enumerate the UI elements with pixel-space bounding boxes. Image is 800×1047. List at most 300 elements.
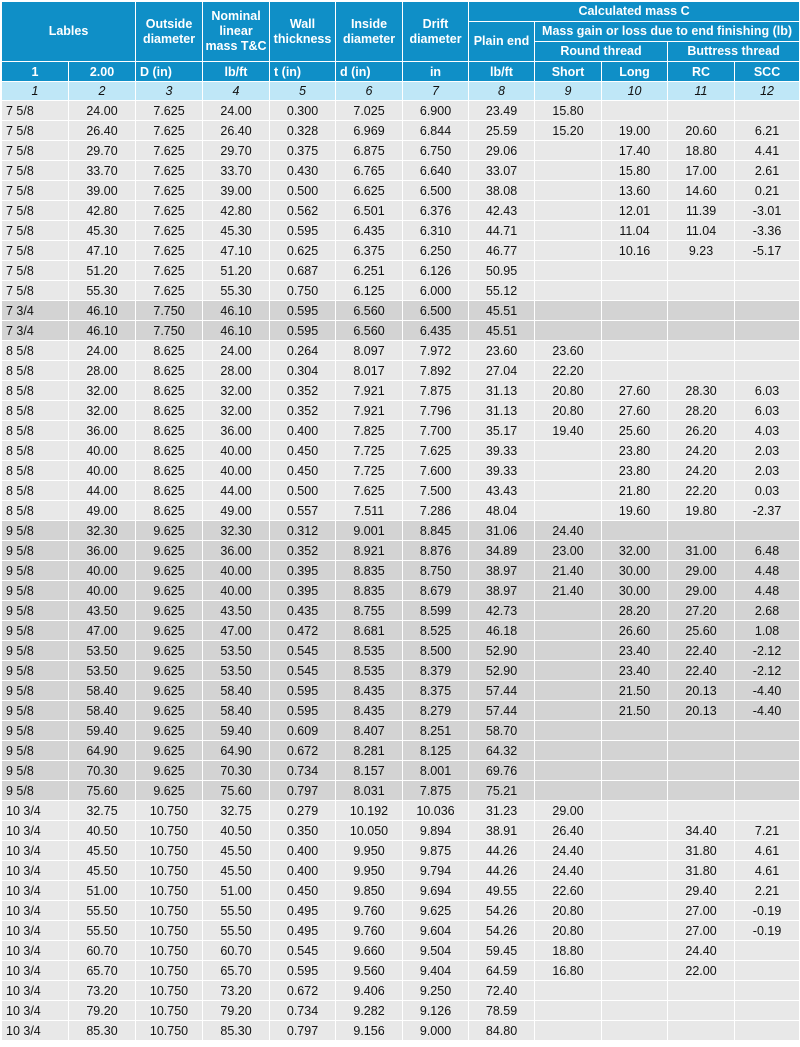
table-cell: 36.00 [69, 541, 136, 561]
table-cell: 8.031 [336, 781, 403, 801]
table-cell: 78.59 [469, 1001, 535, 1021]
table-cell: 36.00 [203, 541, 270, 561]
table-cell: 45.50 [203, 861, 270, 881]
table-cell: 9.23 [668, 241, 735, 261]
table-cell [535, 201, 602, 221]
table-cell [668, 301, 735, 321]
table-cell: 69.76 [469, 761, 535, 781]
table-cell: 84.80 [469, 1021, 535, 1041]
table-cell: 8.407 [336, 721, 403, 741]
table-cell: 23.00 [535, 541, 602, 561]
table-cell [535, 981, 602, 1001]
table-cell: 0.350 [270, 821, 336, 841]
table-cell: 9.875 [403, 841, 469, 861]
table-cell: 32.00 [203, 381, 270, 401]
table-cell: 26.40 [203, 121, 270, 141]
table-cell: 15.80 [535, 101, 602, 121]
table-cell: 25.60 [602, 421, 668, 441]
table-cell: 38.91 [469, 821, 535, 841]
table-cell: 8 5/8 [2, 381, 69, 401]
table-cell: 4.61 [735, 841, 800, 861]
table-cell [602, 981, 668, 1001]
table-row [2, 801, 800, 821]
table-cell: 9.250 [403, 981, 469, 1001]
table-cell: 75.60 [69, 781, 136, 801]
table-cell: 40.00 [203, 581, 270, 601]
table-cell: 10 3/4 [2, 981, 69, 1001]
table-cell: 8.375 [403, 681, 469, 701]
table-cell: 38.97 [469, 581, 535, 601]
table-cell: 7 5/8 [2, 261, 69, 281]
table-cell: 31.80 [668, 841, 735, 861]
table-cell: 7 5/8 [2, 241, 69, 261]
table-cell: 8.500 [403, 641, 469, 661]
table-cell: 10 3/4 [2, 801, 69, 821]
table-cell: 24.20 [668, 461, 735, 481]
table-cell [668, 741, 735, 761]
table-cell: 0.21 [735, 181, 800, 201]
table-cell: 10.750 [136, 921, 203, 941]
table-cell: 10.192 [336, 801, 403, 821]
table-cell: 79.20 [69, 1001, 136, 1021]
table-cell: 7.625 [136, 181, 203, 201]
table-cell: 59.45 [469, 941, 535, 961]
table-cell: 24.40 [535, 521, 602, 541]
table-cell: 38.08 [469, 181, 535, 201]
table-cell: 47.00 [69, 621, 136, 641]
table-row [2, 601, 800, 621]
table-cell: 0.609 [270, 721, 336, 741]
table-cell: 44.71 [469, 221, 535, 241]
table-cell [535, 721, 602, 741]
table-cell [602, 1001, 668, 1021]
header-calculated-mass: Calculated mass C [469, 2, 800, 22]
table-cell: 0.400 [270, 421, 336, 441]
table-cell: 21.80 [602, 481, 668, 501]
table-cell: 10.16 [602, 241, 668, 261]
table-cell: 6.969 [336, 121, 403, 141]
table-cell: 8.835 [336, 581, 403, 601]
table-cell: 0.03 [735, 481, 800, 501]
unit-7: in [403, 62, 469, 82]
table-cell [602, 741, 668, 761]
table-cell: 0.672 [270, 741, 336, 761]
table-cell: 55.50 [69, 921, 136, 941]
col-index: 8 [469, 82, 535, 101]
table-cell [535, 641, 602, 661]
table-cell: 38.97 [469, 561, 535, 581]
table-cell: 8 5/8 [2, 461, 69, 481]
table-row [2, 1001, 800, 1021]
table-cell: 64.90 [69, 741, 136, 761]
table-cell: 7.725 [336, 441, 403, 461]
table-cell: 57.44 [469, 681, 535, 701]
header-wall-thickness: Wall thickness [270, 2, 336, 62]
table-cell: 9 5/8 [2, 641, 69, 661]
table-cell: 9.404 [403, 961, 469, 981]
table-cell: 43.50 [69, 601, 136, 621]
table-cell [535, 501, 602, 521]
table-cell [602, 861, 668, 881]
table-cell: 53.50 [69, 641, 136, 661]
table-cell: 21.40 [535, 561, 602, 581]
table-cell: 85.30 [69, 1021, 136, 1041]
table-cell: 8.750 [403, 561, 469, 581]
table-cell: 8.281 [336, 741, 403, 761]
table-cell: 55.50 [203, 921, 270, 941]
table-row [2, 981, 800, 1001]
table-cell: 0.500 [270, 481, 336, 501]
table-body [2, 101, 800, 1041]
table-cell: 10.750 [136, 801, 203, 821]
table-cell: 27.60 [602, 401, 668, 421]
col-index: 1 [2, 82, 69, 101]
table-cell: 6.03 [735, 401, 800, 421]
table-cell: 6.640 [403, 161, 469, 181]
table-cell [535, 441, 602, 461]
table-cell: 8.625 [136, 441, 203, 461]
table-cell [602, 721, 668, 741]
table-cell [735, 1001, 800, 1021]
table-cell: 0.545 [270, 941, 336, 961]
table-cell: 9.625 [136, 581, 203, 601]
table-cell: 6.376 [403, 201, 469, 221]
table-cell: 65.70 [69, 961, 136, 981]
table-cell [668, 1021, 735, 1041]
table-cell: 7 3/4 [2, 301, 69, 321]
header-mass-gain-loss: Mass gain or loss due to end finishing (lb) [535, 22, 800, 42]
table-cell: 70.30 [69, 761, 136, 781]
table-cell: 36.00 [203, 421, 270, 441]
table-cell [602, 301, 668, 321]
table-cell: 7.21 [735, 821, 800, 841]
table-cell: 14.60 [668, 181, 735, 201]
table-cell: 0.328 [270, 121, 336, 141]
table-cell: 49.00 [203, 501, 270, 521]
table-cell: 39.00 [69, 181, 136, 201]
table-cell: 27.00 [668, 921, 735, 941]
table-cell: 45.50 [69, 861, 136, 881]
table-cell: 40.00 [69, 581, 136, 601]
table-row [2, 741, 800, 761]
table-cell [668, 521, 735, 541]
table-cell: 0.687 [270, 261, 336, 281]
table-cell: 7 3/4 [2, 321, 69, 341]
table-cell: 46.10 [203, 301, 270, 321]
table-cell [602, 921, 668, 941]
table-cell: 6.03 [735, 381, 800, 401]
table-cell: 53.50 [203, 641, 270, 661]
table-cell: 0.400 [270, 861, 336, 881]
table-cell: 39.33 [469, 461, 535, 481]
table-cell [535, 161, 602, 181]
table-cell: 73.20 [69, 981, 136, 1001]
table-cell: 42.80 [203, 201, 270, 221]
table-cell: 25.60 [668, 621, 735, 641]
table-cell: 4.48 [735, 561, 800, 581]
header-plain-end: Plain end [469, 22, 535, 62]
table-cell: 42.73 [469, 601, 535, 621]
table-cell [735, 301, 800, 321]
table-cell: 54.26 [469, 921, 535, 941]
table-cell: 7.600 [403, 461, 469, 481]
table-cell: 8.017 [336, 361, 403, 381]
table-cell: 0.734 [270, 1001, 336, 1021]
table-cell [735, 321, 800, 341]
table-row [2, 961, 800, 981]
table-cell: 9.794 [403, 861, 469, 881]
table-row [2, 181, 800, 201]
table-cell: 8.755 [336, 601, 403, 621]
table-cell [535, 781, 602, 801]
table-cell: 8.625 [136, 381, 203, 401]
table-cell [602, 321, 668, 341]
table-cell: 29.00 [668, 561, 735, 581]
table-cell: 0.595 [270, 701, 336, 721]
table-cell: 0.495 [270, 921, 336, 941]
table-cell: 8.435 [336, 701, 403, 721]
table-cell: 8.097 [336, 341, 403, 361]
table-cell: 2.68 [735, 601, 800, 621]
table-cell: 23.80 [602, 441, 668, 461]
table-cell: 7 5/8 [2, 101, 69, 121]
table-cell [535, 701, 602, 721]
table-cell: 9 5/8 [2, 681, 69, 701]
casing-data-table [1, 1, 800, 1041]
table-cell: 0.672 [270, 981, 336, 1001]
table-cell: 12.01 [602, 201, 668, 221]
table-cell: 45.51 [469, 321, 535, 341]
table-cell: 7.286 [403, 501, 469, 521]
table-cell: 9.625 [136, 701, 203, 721]
table-row [2, 1021, 800, 1041]
table-cell: 59.40 [69, 721, 136, 741]
table-cell: 43.50 [203, 601, 270, 621]
table-cell: 20.80 [535, 901, 602, 921]
table-cell: -3.01 [735, 201, 800, 221]
table-cell: 8 5/8 [2, 401, 69, 421]
table-cell: 4.48 [735, 581, 800, 601]
table-cell: 8.599 [403, 601, 469, 621]
table-cell: 39.33 [469, 441, 535, 461]
table-cell: 22.00 [668, 961, 735, 981]
table-cell: 8.625 [136, 401, 203, 421]
col-index: 6 [336, 82, 403, 101]
table-cell: 30.00 [602, 581, 668, 601]
table-cell: 10.750 [136, 821, 203, 841]
table-row [2, 441, 800, 461]
table-cell: 46.77 [469, 241, 535, 261]
table-cell: 32.30 [69, 521, 136, 541]
table-cell: 59.40 [203, 721, 270, 741]
table-cell: 7 5/8 [2, 141, 69, 161]
unit-4: lb/ft [203, 62, 270, 82]
table-cell: 9.894 [403, 821, 469, 841]
table-cell: 10 3/4 [2, 841, 69, 861]
table-cell: 32.00 [203, 401, 270, 421]
table-cell: 44.26 [469, 861, 535, 881]
table-cell: 8.625 [136, 481, 203, 501]
table-cell: -4.40 [735, 681, 800, 701]
table-row [2, 121, 800, 141]
table-cell: 20.80 [535, 401, 602, 421]
table-cell: 31.23 [469, 801, 535, 821]
table-cell: 6.21 [735, 121, 800, 141]
table-cell: 60.70 [203, 941, 270, 961]
table-cell: 6.875 [336, 141, 403, 161]
table-cell [735, 981, 800, 1001]
table-row [2, 661, 800, 681]
table-cell [735, 101, 800, 121]
table-cell: 7 5/8 [2, 221, 69, 241]
table-cell: 20.80 [535, 921, 602, 941]
table-cell: 28.20 [602, 601, 668, 621]
table-cell: 49.55 [469, 881, 535, 901]
table-cell: 8.625 [136, 421, 203, 441]
table-cell: 0.304 [270, 361, 336, 381]
table-cell [535, 601, 602, 621]
table-cell: 9 5/8 [2, 561, 69, 581]
table-cell: 8.125 [403, 741, 469, 761]
table-cell: 9.625 [403, 901, 469, 921]
col-index: 10 [602, 82, 668, 101]
table-cell: 10.750 [136, 1001, 203, 1021]
table-cell: 32.00 [69, 381, 136, 401]
table-cell: 10 3/4 [2, 941, 69, 961]
table-row [2, 321, 800, 341]
table-cell [535, 181, 602, 201]
table-cell: 46.10 [203, 321, 270, 341]
table-row [2, 561, 800, 581]
table-cell: 32.00 [602, 541, 668, 561]
table-cell: 15.80 [602, 161, 668, 181]
table-cell: 10.750 [136, 1021, 203, 1041]
table-cell: 60.70 [69, 941, 136, 961]
table-cell: 28.20 [668, 401, 735, 421]
table-cell: 8.435 [336, 681, 403, 701]
table-row [2, 361, 800, 381]
table-cell: 73.20 [203, 981, 270, 1001]
table-cell: 23.40 [602, 661, 668, 681]
table-cell: 8.625 [136, 341, 203, 361]
table-row [2, 761, 800, 781]
table-cell: 75.21 [469, 781, 535, 801]
table-cell: 8.379 [403, 661, 469, 681]
table-cell: 18.80 [535, 941, 602, 961]
table-cell: 32.75 [69, 801, 136, 821]
table-cell: 7.625 [403, 441, 469, 461]
table-cell [735, 521, 800, 541]
table-cell [535, 461, 602, 481]
table-cell: 10 3/4 [2, 861, 69, 881]
table-cell: 7.625 [136, 281, 203, 301]
table-cell: 45.50 [203, 841, 270, 861]
table-cell [535, 301, 602, 321]
table-cell: 9.760 [336, 921, 403, 941]
table-cell: 7.625 [136, 161, 203, 181]
table-cell: 40.00 [203, 441, 270, 461]
table-cell: 24.00 [69, 101, 136, 121]
table-cell: 75.60 [203, 781, 270, 801]
table-row [2, 781, 800, 801]
table-cell: 8.525 [403, 621, 469, 641]
table-cell [535, 241, 602, 261]
table-cell: 0.375 [270, 141, 336, 161]
table-cell: 9 5/8 [2, 581, 69, 601]
table-cell [602, 281, 668, 301]
table-cell: 1.08 [735, 621, 800, 641]
col-index: 3 [136, 82, 203, 101]
table-cell: 9.694 [403, 881, 469, 901]
table-cell: 9 5/8 [2, 741, 69, 761]
table-cell: 6.560 [336, 301, 403, 321]
table-cell: 7 5/8 [2, 161, 69, 181]
col-index: 7 [403, 82, 469, 101]
table-cell: 8.157 [336, 761, 403, 781]
table-cell: 31.00 [668, 541, 735, 561]
table-cell: 8.625 [136, 501, 203, 521]
table-cell: 65.70 [203, 961, 270, 981]
table-cell: 13.60 [602, 181, 668, 201]
table-cell [735, 741, 800, 761]
table-cell: 8.279 [403, 701, 469, 721]
table-cell: 7.625 [336, 481, 403, 501]
table-row [2, 401, 800, 421]
table-cell: 7.625 [136, 261, 203, 281]
table-row [2, 621, 800, 641]
table-cell: 9.625 [136, 541, 203, 561]
table-cell: 51.00 [69, 881, 136, 901]
table-cell: 7.511 [336, 501, 403, 521]
table-cell: 6.560 [336, 321, 403, 341]
table-cell: 31.06 [469, 521, 535, 541]
table-cell: 55.50 [203, 901, 270, 921]
table-cell: 19.80 [668, 501, 735, 521]
table-cell: 32.00 [69, 401, 136, 421]
table-cell: 79.20 [203, 1001, 270, 1021]
table-row [2, 701, 800, 721]
table-cell: 8.835 [336, 561, 403, 581]
table-cell: 19.60 [602, 501, 668, 521]
table-cell: 0.797 [270, 781, 336, 801]
table-cell: 27.00 [668, 901, 735, 921]
table-cell: 42.43 [469, 201, 535, 221]
table-cell: 8 5/8 [2, 421, 69, 441]
table-cell: 11.39 [668, 201, 735, 221]
header-drift-diameter: Drift diameter [403, 2, 469, 62]
table-cell [535, 661, 602, 681]
table-cell: 9.126 [403, 1001, 469, 1021]
table-cell [735, 261, 800, 281]
table-cell [535, 141, 602, 161]
table-cell: 10.750 [136, 861, 203, 881]
table-cell: 24.40 [535, 841, 602, 861]
table-cell: 7.625 [136, 201, 203, 221]
table-cell: 7.625 [136, 221, 203, 241]
table-cell: 24.00 [69, 341, 136, 361]
table-cell: 40.50 [69, 821, 136, 841]
table-row [2, 821, 800, 841]
table-cell: 32.75 [203, 801, 270, 821]
table-cell: 9 5/8 [2, 601, 69, 621]
table-cell [602, 361, 668, 381]
table-cell: 34.89 [469, 541, 535, 561]
table-cell: 72.40 [469, 981, 535, 1001]
table-row [2, 881, 800, 901]
table-cell: 31.80 [668, 861, 735, 881]
table-cell: 7.625 [136, 241, 203, 261]
table-cell: 7 5/8 [2, 121, 69, 141]
